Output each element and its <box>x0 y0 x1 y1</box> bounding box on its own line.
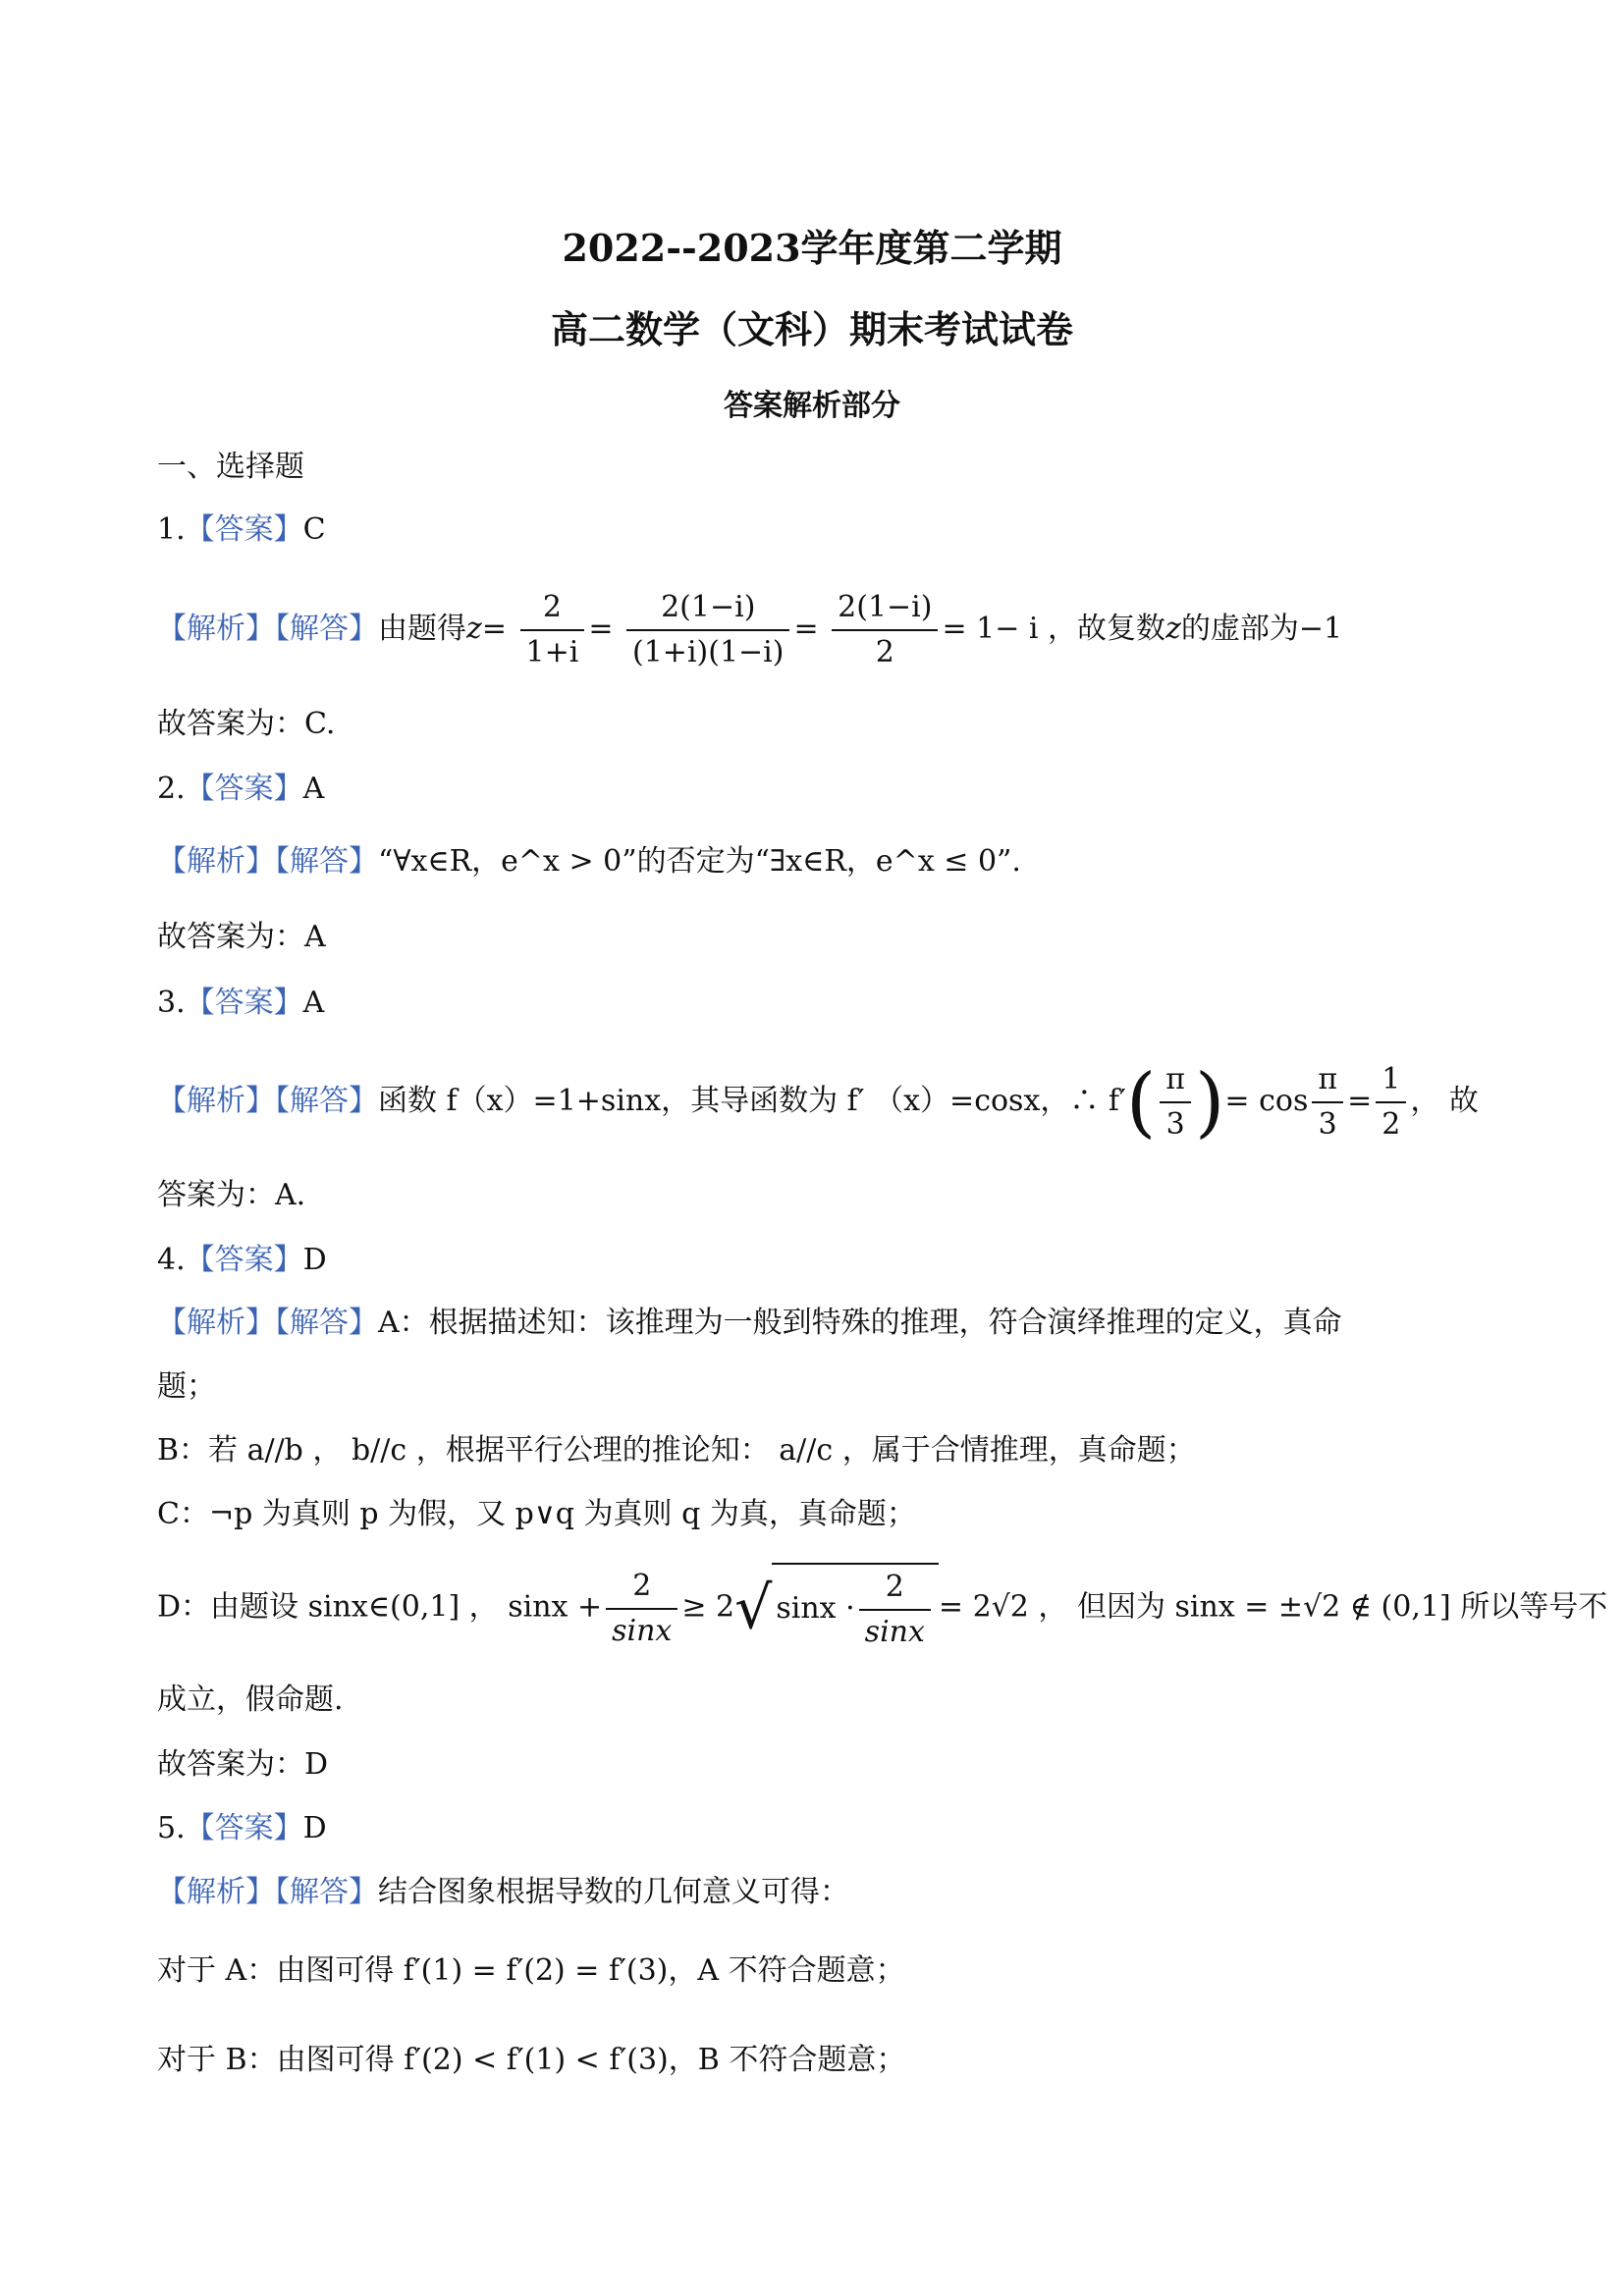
q2-analysis-line <box>157 842 1021 881</box>
q3-text: 函数 f（x）=1+sinx，其导函数为 f′ （x）=cosx，∴ f′ <box>378 1084 1126 1118</box>
page-subtitle: 高二数学（文科）期末考试试卷 <box>550 307 1073 351</box>
q5-option-b: 对于 B：由图可得 f′(2) < f′(1) < f′(3)，B 不符合题意； <box>157 2043 906 2077</box>
q4-option-a: A：根据描述知：该推理为一般到特殊的推理，符合演绎推理的定义，真命 <box>378 1306 1342 1340</box>
section-heading: 答案解析部分 <box>724 389 900 423</box>
analysis-label: 【解析】 <box>157 844 275 879</box>
q5-answer: D <box>302 1811 327 1845</box>
q5-analysis-line <box>157 1873 849 1912</box>
solution-label: 【解答】 <box>275 1306 378 1340</box>
q4-analysis-line <box>157 1304 1342 1343</box>
q1-text: 由题得 <box>378 612 466 646</box>
q1-answer-line <box>157 510 326 550</box>
q5-number: 5. <box>157 1811 186 1845</box>
q2-conclusion: 故答案为：A <box>157 920 326 954</box>
q4-sqrt: sinx · $\frac{2}{\sin x}$ <box>772 1563 939 1654</box>
answer-label: 【答案】 <box>185 986 303 1020</box>
solution-label: 【解答】 <box>275 612 378 646</box>
q2-text: “∀x∈R，e^x > 0”的否定为“∃x∈R，e^x ≤ 0”. <box>378 844 1021 879</box>
analysis-label: 【解析】 <box>157 1306 275 1340</box>
answer-label: 【答案】 <box>185 1811 303 1845</box>
solution-label: 【解答】 <box>275 1084 378 1118</box>
page-title: 2022--2023学年度第二学期 <box>562 226 1062 270</box>
q1-var-z: z <box>466 612 482 646</box>
q1-fraction-1: $\frac{2}{1+i}$ <box>520 586 585 674</box>
q5-answer-line <box>157 1809 327 1848</box>
q4-option-b: B：若 a//b ， b//c ，根据平行公理的推论知： a//c ，属于合情推理，真命题； <box>157 1433 1196 1468</box>
q4-fraction-1: $\frac{2}{\sin x}$ <box>606 1565 677 1653</box>
solution-label: 【解答】 <box>275 844 378 879</box>
q4-answer: D <box>302 1243 327 1277</box>
q3-answer: A <box>302 986 325 1020</box>
q4-option-c: C：¬p 为真则 p 为假，又 p∨q 为真则 q 为真，真命题； <box>157 1497 916 1531</box>
solution-label: 【解答】 <box>275 1875 378 1909</box>
q5-intro: 结合图象根据导数的几何意义可得： <box>378 1875 849 1909</box>
q3-continuation: 答案为：A. <box>157 1178 306 1212</box>
q3-number: 3. <box>157 986 186 1020</box>
q1-tail2: 的虚部为−1 <box>1180 612 1343 646</box>
q1-tail: = 1− i ，故复数 <box>942 612 1166 646</box>
q2-number: 2. <box>157 772 186 806</box>
answer-label: 【答案】 <box>185 512 303 547</box>
q3-fraction-pi-3b: $\frac{\pi}{3}$ <box>1312 1058 1343 1147</box>
q4-conclusion: 故答案为：D <box>157 1747 329 1782</box>
q2-answer: A <box>302 772 325 806</box>
answer-label: 【答案】 <box>185 1243 303 1277</box>
q1-analysis-line: 【解析】【解答】由题得z= $\frac{2}{1+i}$ = $\frac{2(1-i)}{(1+i)(1-i)}$ = $\frac{2(1-i)}{2}$ = 1− i ，故复数z的虚部为−1 <box>157 585 1342 673</box>
q1-fraction-3: $\frac{2(1-i)}{2}$ <box>832 586 938 674</box>
q3-fraction-pi-3: $\frac{\pi}{3}$ <box>1160 1058 1191 1147</box>
q4-option-d-cont: 成立，假命题. <box>157 1682 344 1717</box>
q1-answer: C <box>302 512 326 547</box>
q3-answer-line <box>157 984 324 1023</box>
answer-label: 【答案】 <box>185 772 303 806</box>
q4-option-d: D：由题设 sinx∈(0,1] ， sinx + $\frac{2}{\sin x}$ ≥ 2√ sinx · $\frac{2}{\sin x}$ = 2√2 ， 但因为 sinx = ±√2 ∉ (0,1] 所以等号不 <box>157 1563 1607 1651</box>
q4-option-a-cont: 题； <box>157 1369 216 1404</box>
q4-number: 4. <box>157 1243 186 1277</box>
q2-answer-line <box>157 770 324 809</box>
q5-option-a: 对于 A：由图可得 f′(1) = f′(2) = f′(3)，A 不符合题意； <box>157 1953 905 1988</box>
analysis-label: 【解析】 <box>157 1084 275 1118</box>
q1-conclusion: 故答案为：C. <box>157 707 336 741</box>
part-heading: 一、选择题 <box>157 450 304 484</box>
q1-eq: = <box>481 612 507 646</box>
analysis-label: 【解析】 <box>157 1875 275 1909</box>
q3-fraction-half: $\frac{1}{2}$ <box>1376 1058 1406 1147</box>
analysis-label: 【解析】 <box>157 612 275 646</box>
q4-answer-line <box>157 1241 327 1280</box>
q1-fraction-2: $\frac{2(1-i)}{(1+i)(1-i)}$ <box>626 586 789 674</box>
q1-number: 1. <box>157 512 186 547</box>
q3-analysis-line: 【解析】【解答】函数 f（x）=1+sinx，其导函数为 f′ （x）=cosx，∴ f′( $\frac{\pi}{3}$ )= cos $\frac{\pi}{3}$ = $\frac{1}{2}$ ， 故 <box>157 1058 1479 1147</box>
